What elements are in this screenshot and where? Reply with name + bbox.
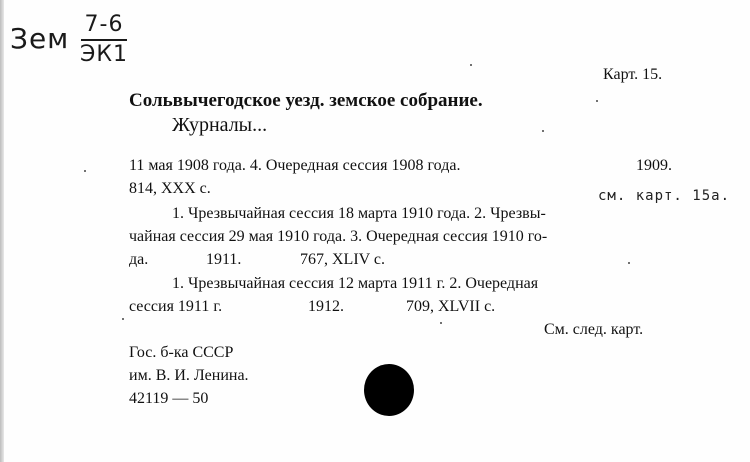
entry-year-1909: 1909. xyxy=(636,157,672,174)
card-edge xyxy=(0,0,4,462)
entry-pages-1911: 767, XLIV с. xyxy=(300,251,386,268)
entry-pages-1909: 814, XXX с. xyxy=(129,180,211,197)
card-title: Сольвычегодское уезд. земское собрание. xyxy=(129,90,483,111)
punch-hole xyxy=(364,364,414,416)
shelf-mark-numerator: 7-6 xyxy=(84,12,124,37)
entry-line-4: чайная сессия 29 мая 1910 года. 3. Очередная сессия 1910 го- xyxy=(129,228,548,245)
entry-line-7: 1. Чрезвычайная сессия 12 марта 1911 г. 2. Очередная xyxy=(172,275,539,292)
entry-year-1912: 1912. xyxy=(308,298,344,315)
library-line-3: 42119 — 50 xyxy=(129,390,209,407)
speck xyxy=(628,262,630,264)
entry-pages-1912: 709, XLVII с. xyxy=(406,298,496,315)
entry-year-1911: 1911. xyxy=(206,251,242,268)
speck xyxy=(440,322,442,324)
card-number: Карт. 15. xyxy=(603,66,663,83)
speck xyxy=(596,100,598,102)
fraction-bar xyxy=(81,39,127,41)
continued-note: См. след. карт. xyxy=(544,321,644,338)
handwritten-note: см. карт. 15а. xyxy=(598,188,731,204)
speck xyxy=(122,318,124,320)
speck xyxy=(84,170,86,172)
card-subtitle: Журналы... xyxy=(172,114,268,136)
library-line-2: им. В. И. Ленина. xyxy=(129,367,249,384)
shelf-mark xyxy=(10,12,128,67)
entry-line-1: 11 мая 1908 года. 4. Очередная сессия 1908 года. xyxy=(129,157,461,174)
library-line-1: Гос. б-ка СССР xyxy=(129,344,234,361)
shelf-mark-fraction xyxy=(80,12,128,68)
speck xyxy=(542,130,544,132)
speck xyxy=(470,64,472,66)
shelf-mark-prefix: Зем xyxy=(10,22,70,55)
entry-line-3: 1. Чрезвычайная сессия 18 марта 1910 года. 2. Чрезвы- xyxy=(172,205,546,222)
entry-line-8: сессия 1911 г. xyxy=(129,298,223,315)
shelf-mark-denominator: ЭК1 xyxy=(80,42,128,67)
entry-line-5: да. xyxy=(129,251,149,268)
